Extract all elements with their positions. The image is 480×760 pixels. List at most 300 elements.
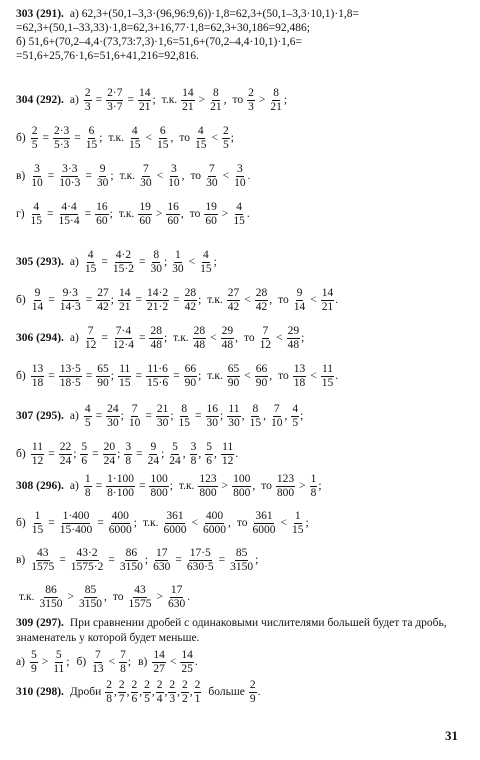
numerator: 66 xyxy=(255,363,268,375)
connector-word: то xyxy=(278,293,289,306)
numerator: 14 xyxy=(153,649,165,661)
numerator: 4 xyxy=(292,403,299,415)
comparison-sign: > xyxy=(41,656,49,669)
punctuation: ; xyxy=(230,131,234,144)
numerator: 5 xyxy=(55,649,62,661)
denominator: 30 xyxy=(172,263,184,275)
numerator: 11 xyxy=(222,441,234,453)
denominator: 10 xyxy=(168,177,180,189)
problem-number: 305 (293). xyxy=(16,255,64,268)
punctuation: ; xyxy=(120,409,124,422)
denominator: 30 xyxy=(156,417,169,429)
numerator: 2 xyxy=(106,679,113,691)
punctuation: ; xyxy=(220,409,224,422)
punctuation: , xyxy=(284,409,288,422)
numerator: 2 xyxy=(84,87,91,99)
numerator: 2 xyxy=(222,125,229,137)
fraction xyxy=(106,474,135,499)
denominator: 15 xyxy=(128,139,141,151)
fraction xyxy=(194,126,208,151)
punctuation: ; xyxy=(170,409,174,422)
denominator: 30 xyxy=(107,417,119,429)
numerator: 28 xyxy=(255,287,268,299)
numerator: 3 xyxy=(34,163,40,175)
punctuation: ; xyxy=(163,331,168,344)
denominator: 42 xyxy=(255,301,268,313)
numerator: 13·5 xyxy=(59,363,81,375)
denominator: 12 xyxy=(84,339,97,351)
equals-sign: = xyxy=(42,131,49,144)
fraction xyxy=(30,650,38,675)
part-b xyxy=(16,288,466,313)
fraction xyxy=(149,326,163,351)
punctuation: ; xyxy=(110,169,114,182)
fraction xyxy=(112,326,135,351)
connector-word: т.к. xyxy=(173,331,189,344)
comparison-sign: < xyxy=(108,656,116,669)
denominator: 6000 xyxy=(163,524,187,536)
numerator: 6 xyxy=(159,125,166,137)
numerator: 4 xyxy=(203,249,209,261)
punctuation: , xyxy=(170,131,174,144)
fraction xyxy=(118,288,132,313)
part-label: в) xyxy=(16,553,26,566)
fraction xyxy=(128,585,153,610)
fraction xyxy=(53,126,70,151)
numerator: 2 xyxy=(182,679,188,691)
punctuation: ; xyxy=(110,369,114,382)
fraction xyxy=(146,364,169,389)
numerator: 14 xyxy=(118,287,131,299)
connector-word: т.к. xyxy=(19,590,35,603)
equals-sign: = xyxy=(48,293,55,306)
denominator: 7 xyxy=(118,693,125,705)
denominator: 21 xyxy=(118,301,131,313)
fraction xyxy=(186,548,215,573)
fraction xyxy=(232,202,246,227)
punctuation: ; xyxy=(110,293,114,306)
equals-sign: = xyxy=(101,255,108,268)
denominator: 18 xyxy=(31,377,44,389)
numerator: 2 xyxy=(169,679,176,691)
denominator: 30 xyxy=(206,417,219,429)
connector-word: т.к. xyxy=(161,93,178,106)
problem-303 xyxy=(16,8,466,64)
fraction xyxy=(206,404,220,429)
equals-sign: = xyxy=(136,447,143,460)
punctuation: , xyxy=(214,447,217,460)
punctuation: . xyxy=(335,293,339,306)
comparison-sign: < xyxy=(244,293,251,306)
numerator: 27 xyxy=(97,287,109,299)
numerator: 7 xyxy=(208,163,215,175)
numerator: 400 xyxy=(205,510,224,522)
fraction xyxy=(293,364,307,389)
denominator: 5 xyxy=(84,417,91,429)
punctuation: ; xyxy=(66,656,70,669)
numerator: 14 xyxy=(321,287,334,299)
denominator: 800 xyxy=(150,487,168,499)
denominator: 21 xyxy=(321,301,334,313)
numerator: 4·4 xyxy=(61,201,77,213)
denominator: 3 xyxy=(84,101,91,113)
denominator: 8·100 xyxy=(107,487,134,499)
comparison-sign: < xyxy=(276,331,283,344)
comparison-sign: < xyxy=(169,656,177,669)
connector-word: то xyxy=(236,516,248,529)
part-label: а) xyxy=(69,479,79,492)
comparison-sign: > xyxy=(155,207,163,220)
equals-sign: = xyxy=(85,293,93,306)
fraction xyxy=(227,364,241,389)
punctuation: . xyxy=(246,207,250,220)
comparison-sign: < xyxy=(310,369,317,382)
denominator: 3·7 xyxy=(107,101,123,113)
fraction xyxy=(194,680,202,705)
punctuation: ; xyxy=(300,409,304,422)
denominator: 9 xyxy=(249,693,256,705)
numerator: 4 xyxy=(84,403,91,415)
equals-sign: = xyxy=(195,409,202,422)
denominator: 14·3 xyxy=(59,301,81,313)
fraction xyxy=(181,680,189,705)
problem-309 xyxy=(16,616,466,675)
denominator: 4 xyxy=(156,693,163,705)
denominator: 5·3 xyxy=(53,139,70,151)
part-a xyxy=(16,404,466,429)
fraction xyxy=(138,88,152,113)
denominator: 15·4 xyxy=(58,215,80,227)
denominator: 6000 xyxy=(252,524,276,536)
connector-word: т.к. xyxy=(207,293,223,306)
numerator: 4 xyxy=(87,249,94,261)
fraction xyxy=(59,364,82,389)
fraction xyxy=(167,585,186,610)
denominator: 2 xyxy=(182,693,188,705)
problem-number: 307 (295). xyxy=(16,409,64,422)
denominator: 8 xyxy=(120,663,126,675)
problem-number: 310 (298). xyxy=(16,685,64,698)
numerator: 13 xyxy=(293,363,306,375)
part-label: б) xyxy=(16,516,26,529)
fraction xyxy=(221,442,235,467)
connector-word: то xyxy=(179,131,190,144)
fraction xyxy=(270,404,284,429)
equals-sign: = xyxy=(173,293,180,306)
fraction xyxy=(249,404,263,429)
part-label: а) xyxy=(69,331,79,344)
equals-sign: = xyxy=(138,255,146,268)
numerator: 16 xyxy=(96,201,108,213)
numerator: 2 xyxy=(131,679,138,691)
fraction xyxy=(184,364,198,389)
numerator: 9 xyxy=(296,287,303,299)
numerator: 1·400 xyxy=(62,510,90,522)
numerator: 2 xyxy=(249,679,256,691)
denominator: 6 xyxy=(206,455,213,467)
problem-304 xyxy=(16,88,466,227)
numerator: 4 xyxy=(131,125,138,137)
part-label: а) xyxy=(69,255,79,268)
equals-sign: = xyxy=(95,409,103,422)
fraction xyxy=(227,404,241,429)
numerator: 2 xyxy=(248,87,254,99)
fraction xyxy=(152,650,166,675)
equals-sign: = xyxy=(97,516,104,529)
numerator: 2 xyxy=(156,679,163,691)
punctuation: , xyxy=(227,516,231,529)
numerator: 65 xyxy=(227,363,240,375)
part-label: б) xyxy=(76,656,87,669)
connector-word: т.к. xyxy=(119,169,136,182)
punctuation: . xyxy=(335,369,339,382)
fraction xyxy=(198,474,217,499)
fraction xyxy=(84,88,92,113)
denominator: 18 xyxy=(293,377,306,389)
denominator: 1 xyxy=(194,693,201,705)
numerator: 100 xyxy=(150,473,168,485)
denominator: 27 xyxy=(153,663,165,675)
fraction xyxy=(119,650,127,675)
denominator: 30 xyxy=(228,417,240,429)
fraction xyxy=(222,126,230,151)
numerator: 29 xyxy=(221,325,234,337)
fraction xyxy=(30,164,44,189)
comparison-sign: < xyxy=(244,369,251,382)
denominator: 60 xyxy=(205,215,217,227)
numerator: 7 xyxy=(87,325,94,337)
numerator: 11 xyxy=(228,403,240,415)
problem-310 xyxy=(16,680,466,705)
part-label: а) xyxy=(69,409,79,422)
punctuation: , xyxy=(104,590,107,603)
numerator: 3 xyxy=(190,441,197,453)
connector-word: то xyxy=(261,479,272,492)
fraction xyxy=(112,250,135,275)
solution-line: а) 62,3+(50,1–3,3·(96,96:9,6))·1,8=62,3+(50,1–3,3·10,1)·1,8= xyxy=(69,8,360,21)
denominator: 3150 xyxy=(119,561,143,573)
fraction xyxy=(84,326,98,351)
equals-sign: = xyxy=(85,169,92,182)
fraction xyxy=(128,404,142,429)
denominator: 90 xyxy=(184,377,197,389)
denominator: 3150 xyxy=(230,561,254,573)
punctuation: , xyxy=(241,409,245,422)
numerator: 1 xyxy=(294,510,301,522)
denominator: 1575 xyxy=(31,561,55,573)
connector-word: т.к. xyxy=(178,479,195,492)
fraction xyxy=(84,250,98,275)
numerator: 7 xyxy=(262,325,269,337)
comparison-sign: > xyxy=(67,590,74,603)
equals-sign: = xyxy=(48,369,55,382)
part-a xyxy=(16,250,466,275)
equals-sign: = xyxy=(101,331,108,344)
fraction xyxy=(105,680,113,705)
numerator: 16 xyxy=(206,403,219,415)
equals-sign: = xyxy=(84,207,92,220)
fraction xyxy=(103,442,117,467)
comparison-sign: < xyxy=(310,293,317,306)
denominator: 800 xyxy=(276,487,295,499)
numerator: 2·3 xyxy=(53,125,70,137)
numerator: 2 xyxy=(194,679,201,691)
comparison-sign: < xyxy=(145,131,152,144)
equals-sign: = xyxy=(59,553,66,566)
punctuation: , xyxy=(164,685,168,698)
problem-number: 308 (296). xyxy=(16,479,64,492)
fraction xyxy=(30,548,55,573)
fraction xyxy=(118,680,126,705)
denominator: 15·400 xyxy=(59,524,93,536)
numerator: 5 xyxy=(30,649,37,661)
part-a xyxy=(16,326,466,351)
numerator: 28 xyxy=(193,325,206,337)
denominator: 15·6 xyxy=(146,377,169,389)
fraction xyxy=(58,202,81,227)
denominator: 8 xyxy=(106,693,113,705)
equals-sign: = xyxy=(48,447,55,460)
numerator: 2·7 xyxy=(107,87,123,99)
numerator: 22 xyxy=(59,441,72,453)
fraction xyxy=(287,326,301,351)
equals-sign: = xyxy=(138,479,146,492)
connector-word: т.к. xyxy=(108,131,124,144)
denominator: 10 xyxy=(31,177,43,189)
denominator: 15 xyxy=(85,139,98,151)
part-d xyxy=(16,202,466,227)
punctuation: ; xyxy=(127,656,132,669)
connector-word: то xyxy=(278,369,289,382)
denominator: 30 xyxy=(140,177,152,189)
denominator: 21 xyxy=(210,101,222,113)
equals-sign: = xyxy=(85,369,93,382)
denominator: 1575·2 xyxy=(70,561,104,573)
denominator: 5 xyxy=(144,693,150,705)
numerator: 43 xyxy=(134,584,146,596)
denominator: 30 xyxy=(206,177,218,189)
fraction xyxy=(52,650,65,675)
equals-sign: = xyxy=(48,516,55,529)
numerator: 28 xyxy=(150,325,162,337)
fraction xyxy=(205,164,219,189)
comparison-sign: > xyxy=(156,590,163,603)
denominator: 10 xyxy=(234,177,246,189)
numerator: 123 xyxy=(199,473,217,485)
answer-lead: Дроби xyxy=(69,685,102,698)
numerator: 27 xyxy=(227,287,240,299)
fraction xyxy=(227,288,241,313)
equals-sign: = xyxy=(127,93,134,106)
comparison-sign: > xyxy=(198,93,206,106)
denominator: 15 xyxy=(118,377,131,389)
fraction xyxy=(149,474,168,499)
numerator: 3 xyxy=(125,441,132,453)
numerator: 123 xyxy=(276,473,295,485)
fraction xyxy=(202,511,227,536)
connector-word: то xyxy=(189,207,201,220)
numerator: 66 xyxy=(184,363,197,375)
denominator: 8 xyxy=(125,455,132,467)
numerator: 11 xyxy=(321,363,334,375)
denominator: 3 xyxy=(169,693,176,705)
numerator: 21 xyxy=(156,403,169,415)
denominator: 6 xyxy=(131,693,138,705)
numerator: 8 xyxy=(273,87,280,99)
equals-sign: = xyxy=(145,409,152,422)
numerator: 65 xyxy=(97,363,109,375)
fraction xyxy=(184,288,198,313)
numerator: 1 xyxy=(310,473,317,485)
numerator: 14·2 xyxy=(146,287,169,299)
denominator: 15 xyxy=(233,215,245,227)
denominator: 12 xyxy=(31,455,44,467)
denominator: 800 xyxy=(199,487,217,499)
fraction xyxy=(31,364,45,389)
fraction xyxy=(168,442,182,467)
fraction xyxy=(95,202,109,227)
equals-sign: = xyxy=(47,207,54,220)
fraction xyxy=(124,442,132,467)
fraction xyxy=(70,548,105,573)
denominator: 14 xyxy=(31,301,44,313)
denominator: 90 xyxy=(255,377,268,389)
denominator: 15 xyxy=(156,139,169,151)
denominator: 15 xyxy=(291,524,304,536)
numerator: 13 xyxy=(31,363,44,375)
denominator: 8 xyxy=(310,487,317,499)
denominator: 5 xyxy=(31,139,38,151)
problem-307 xyxy=(16,404,466,467)
comparison-sign: < xyxy=(211,131,218,144)
punctuation: , xyxy=(114,685,117,698)
denominator: 24 xyxy=(147,455,160,467)
fraction xyxy=(106,88,123,113)
fraction xyxy=(178,404,192,429)
numerator: 17·5 xyxy=(189,547,211,559)
denominator: 24 xyxy=(59,455,72,467)
numerator: 86 xyxy=(45,584,57,596)
punctuation: . xyxy=(235,447,239,460)
equals-sign: = xyxy=(95,93,103,106)
denominator: 60 xyxy=(167,215,179,227)
punctuation: , xyxy=(151,685,155,698)
numerator: 8 xyxy=(181,403,188,415)
numerator: 5 xyxy=(81,441,88,453)
fraction xyxy=(96,164,110,189)
fraction xyxy=(162,511,187,536)
equals-sign: = xyxy=(135,369,142,382)
denominator: 13 xyxy=(92,663,104,675)
numerator: 3·3 xyxy=(62,163,78,175)
part-label: а) xyxy=(69,93,79,106)
fraction xyxy=(80,442,88,467)
comparison-sign: < xyxy=(156,169,164,182)
numerator: 7 xyxy=(131,403,138,415)
equals-sign: = xyxy=(135,293,142,306)
equals-sign: = xyxy=(92,447,99,460)
fraction xyxy=(269,88,283,113)
denominator: 8 xyxy=(84,487,91,499)
fraction xyxy=(221,326,235,351)
denominator: 42 xyxy=(227,301,240,313)
fraction xyxy=(96,364,110,389)
denominator: 6 xyxy=(81,455,88,467)
numerator: 2 xyxy=(144,679,150,691)
fraction xyxy=(276,474,295,499)
punctuation: ; xyxy=(213,255,217,268)
numerator: 43·2 xyxy=(76,547,98,559)
